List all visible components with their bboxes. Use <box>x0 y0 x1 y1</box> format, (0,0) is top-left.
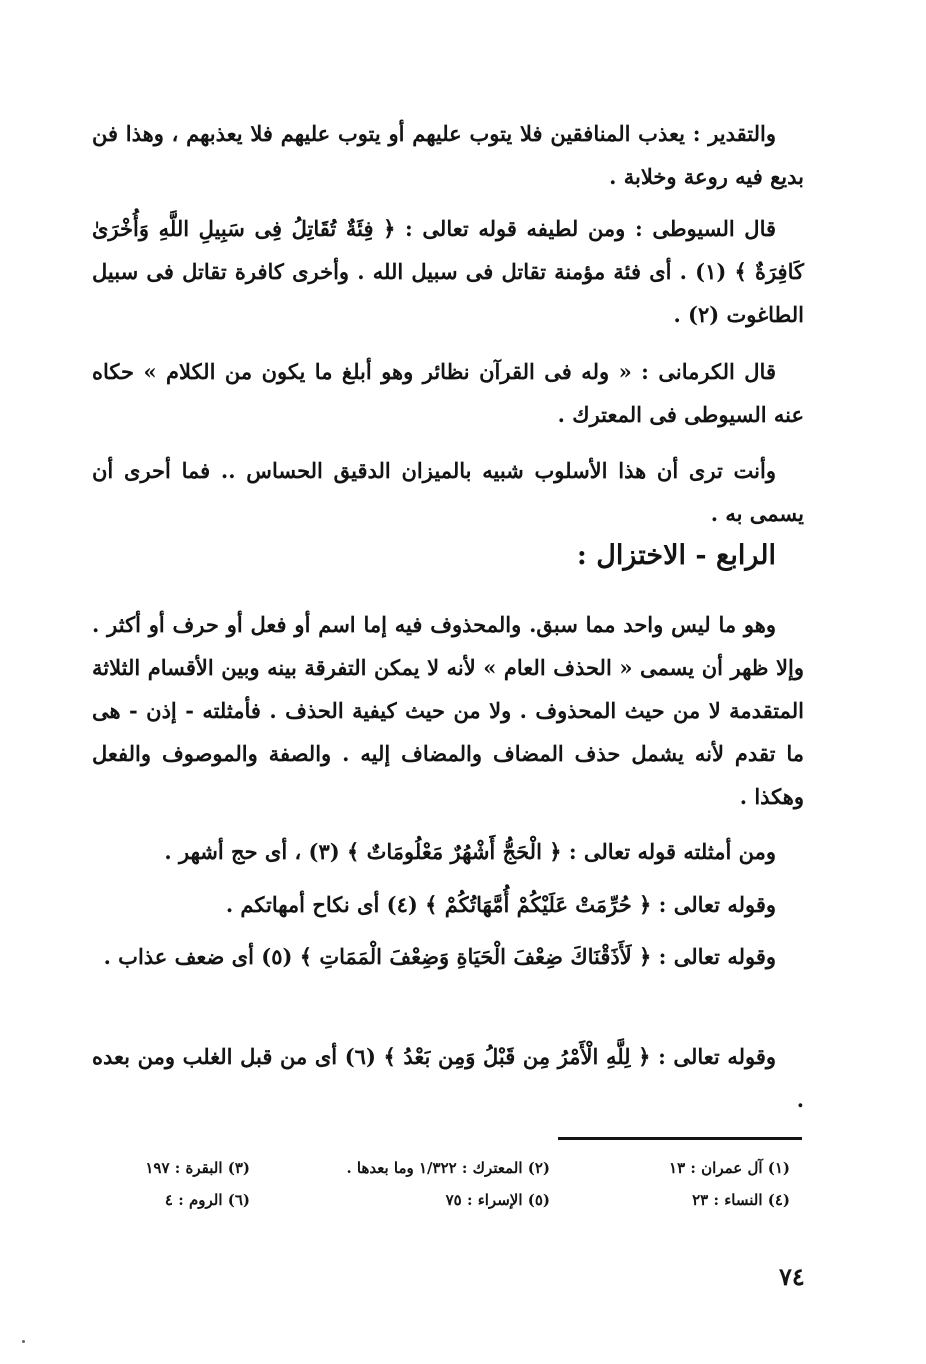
paragraph-7: وقوله تعالى : ﴿ حُرِّمَتْ عَلَيْكُمْ أُمَّهَاتُكُمْ ﴾ (٤) أى نكاح أمهاتكم . <box>225 892 776 917</box>
paragraph-9: وقوله تعالى : ﴿ لِلَّهِ الْأَمْرُ مِن قَبْلُ وَمِن بَعْدُ ﴾ (٦) أى من قبل الغلب ومن بعده . <box>92 1044 804 1112</box>
paragraph-block-4 <box>92 449 804 535</box>
paragraph-2: قال السيوطى : ومن لطيفه قوله تعالى : ﴿ فِئَةٌ تُقَاتِلُ فِى سَبِيلِ اللَّهِ وَأُخْرَىٰ كَافِرَةٌ ﴾ (١) . أى فئة مؤمنة تقاتل فى سبيل الله . وأخرى كافرة تقاتل فى سبيل الطاغوت (٢) . <box>92 216 804 327</box>
paragraph-block-2 <box>92 207 804 336</box>
paragraph-5: وهو ما ليس واحد مما سبق. والمحذوف فيه إما اسم أو فعل أو حرف أو أكثر . وإلا ظهر أن يسمى « الحذف العام » لأنه لا يمكن التفرقة بينه وبين الأقسام الثلاثة المتقدمة لا من حيث المحذوف . ولا من حيث كيفية الحذف . فأمثلته - إذن - هى ما تقدم لأنه يشمل حذف المضاف والمضاف إليه . والصفة والموصوف والفعل وهكذا . <box>92 612 804 809</box>
scan-speck <box>22 1340 25 1343</box>
paragraph-block-3 <box>92 350 804 436</box>
paragraph-1: والتقدير : يعذب المنافقين فلا يتوب عليهم أو يتوب عليهم فلا يعذبهم ، وهذا فن بديع فيه روعة وخلابة . <box>92 121 804 189</box>
paragraph-block-7 <box>92 883 804 926</box>
footnote-divider <box>558 1137 802 1140</box>
paragraph-8: وقوله تعالى : ﴿ لَأَذَقْنَاكَ ضِعْفَ الْحَيَاةِ وَضِعْفَ الْمَمَاتِ ﴾ (٥) أى ضعف عذاب . <box>103 944 776 969</box>
paragraph-block-6 <box>92 830 804 873</box>
page-number: ٧٤ <box>779 1262 805 1291</box>
footnote-2: (٢) المعترك : ١/٣٢٢ وما بعدها . <box>346 1159 550 1177</box>
paragraph-block-9 <box>92 1035 804 1121</box>
footnote-row <box>100 1184 790 1216</box>
footnote-3: (٣) البقرة : ١٩٧ <box>145 1159 250 1177</box>
paragraph-6: ومن أمثلته قوله تعالى : ﴿ الْحَجُّ أَشْهُرٌ مَعْلُومَاتٌ ﴾ (٣) ، أى حج أشهر . <box>164 839 776 864</box>
paragraph-block-1 <box>92 112 804 198</box>
footnote-5: (٥) الإسراء : ٧٥ <box>445 1191 550 1209</box>
paragraph-4: وأنت ترى أن هذا الأسلوب شبيه بالميزان الدقيق الحساس .. فما أحرى أن يسمى به . <box>92 458 804 526</box>
footnote-row <box>100 1152 790 1184</box>
footnote-4: (٤) النساء : ٢٣ <box>692 1191 790 1209</box>
footnote-1: (١) آل عمران : ١٣ <box>669 1159 790 1177</box>
footnotes <box>100 1152 790 1216</box>
paragraph-3: قال الكرمانى : « وله فى القرآن نظائر وهو أبلغ ما يكون من الكلام » حكاه عنه السيوطى فى المعترك . <box>92 359 804 427</box>
paragraph-block-5 <box>92 603 804 818</box>
section-heading: الرابع - الاختزال : <box>576 540 776 571</box>
paragraph-block-8 <box>92 935 804 978</box>
footnote-6: (٦) الروم : ٤ <box>164 1191 250 1209</box>
